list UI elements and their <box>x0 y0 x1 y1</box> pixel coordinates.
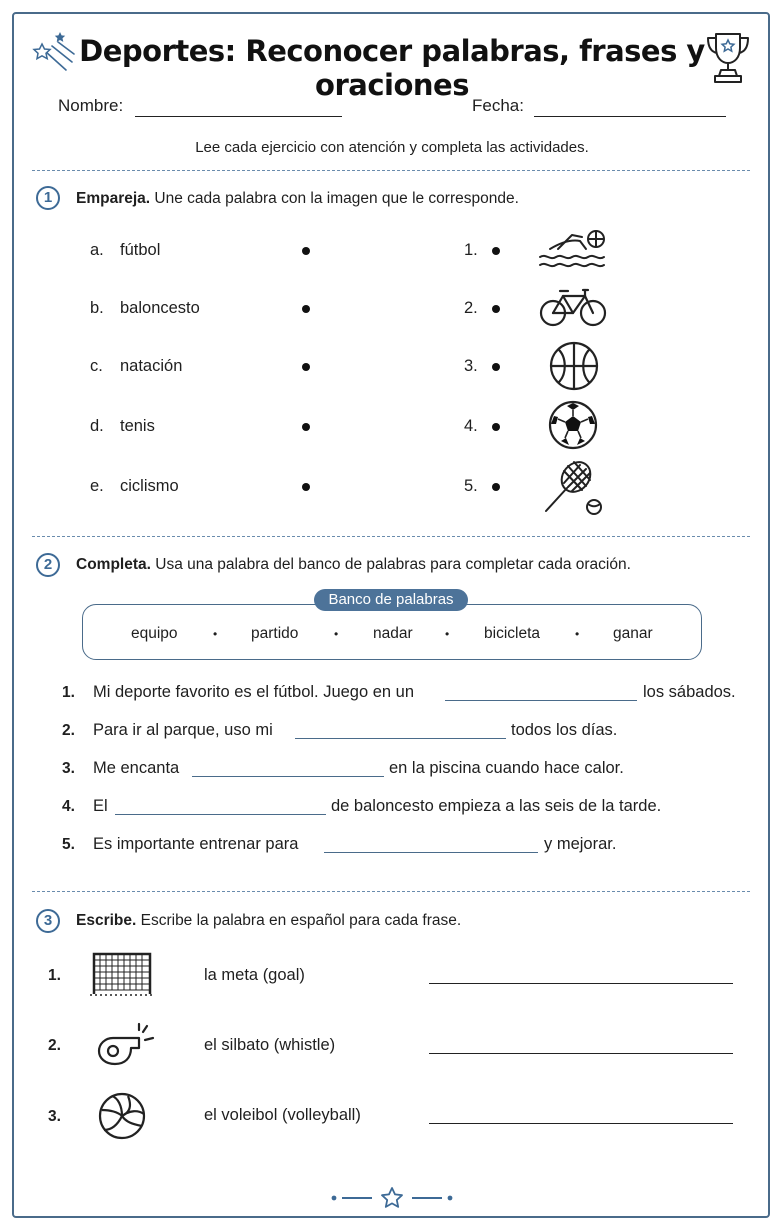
match-letter: d. <box>90 417 104 435</box>
match-word: natación <box>120 357 183 375</box>
section3-number: 3 <box>36 909 60 933</box>
answer-blank[interactable] <box>192 776 384 777</box>
match-number: 1. <box>464 241 478 259</box>
sentence-number: 1. <box>62 684 75 701</box>
match-number: 5. <box>464 477 478 495</box>
sentence-text: Me encanta <box>93 759 180 777</box>
write-number: 1. <box>48 967 61 984</box>
sentence-number: 3. <box>62 760 75 777</box>
answer-blank[interactable] <box>295 738 506 739</box>
match-letter: b. <box>90 299 104 317</box>
bank-separator: • <box>213 627 218 641</box>
bank-word: partido <box>251 625 299 642</box>
match-dot-right[interactable] <box>492 363 500 371</box>
answer-blank[interactable] <box>445 700 637 701</box>
section3-title: Escribe. Escribe la palabra en español para cada frase. <box>76 912 462 929</box>
match-number: 3. <box>464 357 478 375</box>
sentence-text: los sábados. <box>643 683 736 701</box>
sentence-text: de baloncesto empieza a las seis de la tarde. <box>331 797 662 815</box>
sentence-text: y mejorar. <box>544 835 617 853</box>
section2-title: Completa. Usa una palabra del banco de palabras para completar cada oración. <box>76 556 631 573</box>
date-field[interactable] <box>534 116 726 117</box>
footer-ornament <box>330 1186 454 1210</box>
match-word: fútbol <box>120 241 161 259</box>
match-dot-right[interactable] <box>492 483 500 491</box>
section1-title: Empareja. Une cada palabra con la imagen que le corresponde. <box>76 190 519 207</box>
phrase-text: el voleibol (volleyball) <box>204 1106 361 1124</box>
match-dot-right[interactable] <box>492 247 500 255</box>
bank-word: bicicleta <box>484 625 540 642</box>
star-icon <box>382 1188 402 1207</box>
sentence-text: El <box>93 797 108 815</box>
bicycle-icon <box>538 286 608 328</box>
sentence-number: 2. <box>62 722 75 739</box>
phrase-text: la meta (goal) <box>204 966 305 984</box>
soccer-ball-icon <box>548 400 598 450</box>
write-answer-line[interactable] <box>429 1123 733 1124</box>
bank-word: equipo <box>131 625 178 642</box>
swimmer-icon <box>536 227 612 273</box>
match-word: baloncesto <box>120 299 200 317</box>
instructions: Lee cada ejercicio con atención y completa las actividades. <box>195 139 589 156</box>
bank-separator: • <box>445 627 450 641</box>
divider <box>32 536 750 537</box>
write-number: 3. <box>48 1108 61 1125</box>
sentence-text: Mi deporte favorito es el fútbol. Juego en un <box>93 683 415 701</box>
name-field[interactable] <box>135 116 342 117</box>
match-dot-left[interactable] <box>302 247 310 255</box>
match-number: 2. <box>464 299 478 317</box>
match-dot-left[interactable] <box>302 305 310 313</box>
soccer-goal-icon <box>90 950 154 998</box>
match-dot-left[interactable] <box>302 423 310 431</box>
sentence-text: en la piscina cuando hace calor. <box>389 759 624 777</box>
phrase-text: el silbato (whistle) <box>204 1036 336 1054</box>
match-word: ciclismo <box>120 477 179 495</box>
whistle-icon <box>95 1020 157 1070</box>
name-label: Nombre: <box>58 96 124 115</box>
bank-separator: • <box>334 627 339 641</box>
match-letter: c. <box>90 357 103 375</box>
write-answer-line[interactable] <box>429 983 733 984</box>
match-dot-left[interactable] <box>302 483 310 491</box>
sentence-text: Para ir al parque, uso mi <box>93 721 273 739</box>
bank-word: ganar <box>613 625 653 642</box>
answer-blank[interactable] <box>324 852 538 853</box>
divider <box>32 170 750 171</box>
basketball-icon <box>549 341 599 391</box>
sentence-number: 4. <box>62 798 75 815</box>
match-letter: a. <box>90 241 104 259</box>
match-dot-right[interactable] <box>492 305 500 313</box>
sentence-number: 5. <box>62 836 75 853</box>
divider <box>32 891 750 892</box>
match-word: tenis <box>120 417 155 435</box>
volleyball-icon <box>98 1092 146 1140</box>
word-bank-title: Banco de palabras <box>314 589 468 611</box>
write-number: 2. <box>48 1037 61 1054</box>
sentence-text: todos los días. <box>511 721 618 739</box>
bank-separator: • <box>575 627 580 641</box>
date-label: Fecha: <box>472 96 524 115</box>
bank-word: nadar <box>373 625 413 642</box>
match-dot-left[interactable] <box>302 363 310 371</box>
section2-number: 2 <box>36 553 60 577</box>
write-answer-line[interactable] <box>429 1053 733 1054</box>
page-title: Deportes: Reconocer palabras, frases y oraciones <box>79 34 705 102</box>
section1-number: 1 <box>36 186 60 210</box>
match-letter: e. <box>90 477 104 495</box>
match-dot-right[interactable] <box>492 423 500 431</box>
tennis-racket-icon <box>540 459 606 517</box>
answer-blank[interactable] <box>115 814 326 815</box>
sentence-text: Es importante entrenar para <box>93 835 299 853</box>
match-number: 4. <box>464 417 478 435</box>
